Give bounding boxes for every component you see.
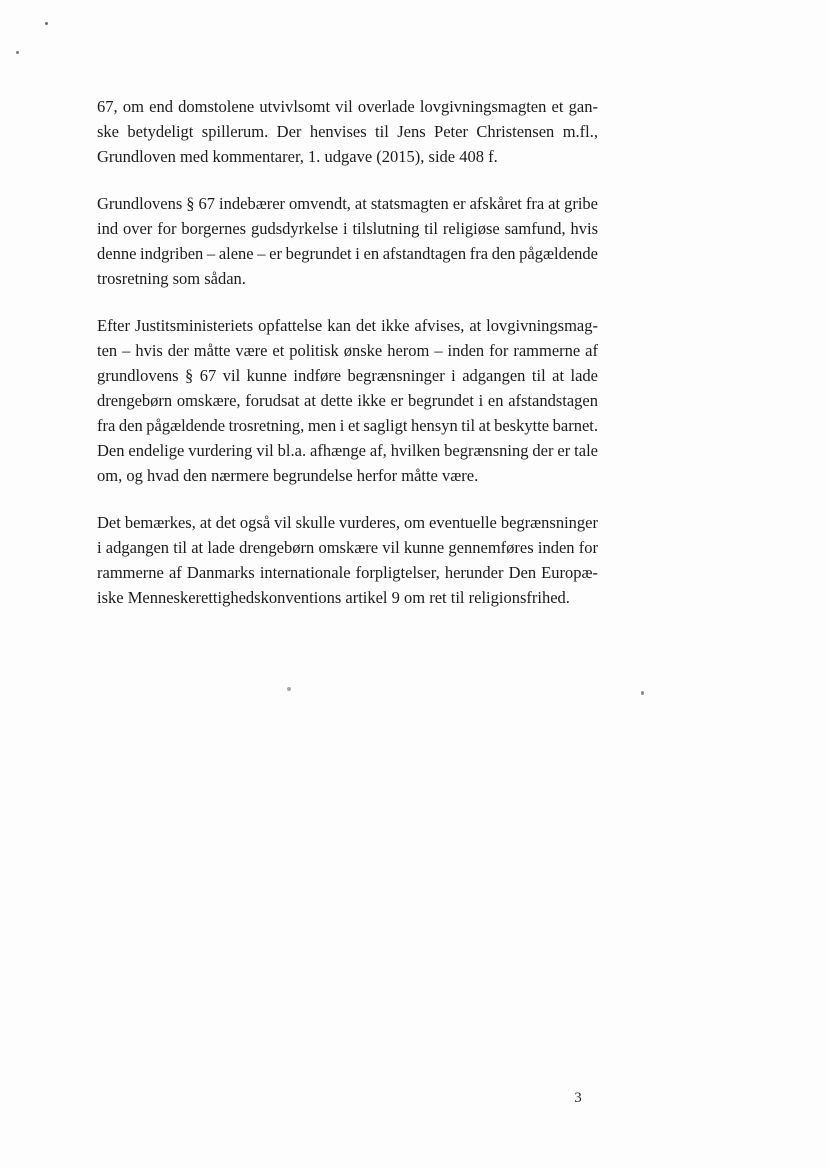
- text-line: ten – hvis der måtte være et politisk ønske herom – inden for rammerne af: [97, 341, 598, 360]
- text-line: iske Menneskerettighedskonventions artikel 9 om ret til religionsfrihed.: [97, 588, 570, 607]
- text-line: Efter Justitsministeriets opfattelse kan det ikke afvises, at lovgivningsmag-: [97, 316, 598, 335]
- text-line: rammerne af Danmarks internationale forpligtelser, herunder Den Europæ-: [97, 563, 598, 582]
- text-line: Grundlovens § 67 indebærer omvendt, at statsmagten er afskåret fra at gribe: [97, 194, 598, 213]
- text-line: Det bemærkes, at det også vil skulle vurderes, om eventuelle begrænsninger: [97, 513, 598, 532]
- scan-speck: [16, 51, 19, 54]
- paragraph: [97, 313, 598, 488]
- paragraph: [97, 94, 598, 169]
- scan-speck: [287, 687, 291, 691]
- document-text-block: [97, 94, 598, 610]
- text-line: denne indgriben – alene – er begrundet i en afstandtagen fra den pågældende: [97, 244, 598, 263]
- text-line: i adgangen til at lade drengebørn omskære vil kunne gennemføres inden for: [97, 538, 598, 557]
- text-line: 67, om end domstolene utvivlsomt vil overlade lovgivningsmagten et gan-: [97, 97, 598, 116]
- text-line: grundlovens § 67 vil kunne indføre begrænsninger i adgangen til at lade: [97, 366, 598, 385]
- scan-speck: [45, 22, 48, 25]
- text-line: om, og hvad den nærmere begrundelse herfor måtte være.: [97, 466, 479, 485]
- paragraph: [97, 191, 598, 291]
- text-line: fra den pågældende trosretning, men i et sagligt hensyn til at beskytte barnet.: [97, 416, 598, 435]
- text-line: trosretning som sådan.: [97, 269, 246, 288]
- text-line: Den endelige vurdering vil bl.a. afhænge af, hvilken begrænsning der er tale: [97, 441, 598, 460]
- text-line: drengebørn omskære, forudsat at dette ikke er begrundet i en afstandstagen: [97, 391, 598, 410]
- page-number: 3: [574, 1090, 582, 1106]
- text-line: Grundloven med kommentarer, 1. udgave (2015), side 408 f.: [97, 147, 498, 166]
- text-line: ske betydeligt spillerum. Der henvises til Jens Peter Christensen m.fl.,: [97, 122, 598, 141]
- text-line: ind over for borgernes gudsdyrkelse i tilslutning til religiøse samfund, hvis: [97, 219, 598, 238]
- paragraph: [97, 510, 598, 610]
- scan-speck: [641, 691, 644, 695]
